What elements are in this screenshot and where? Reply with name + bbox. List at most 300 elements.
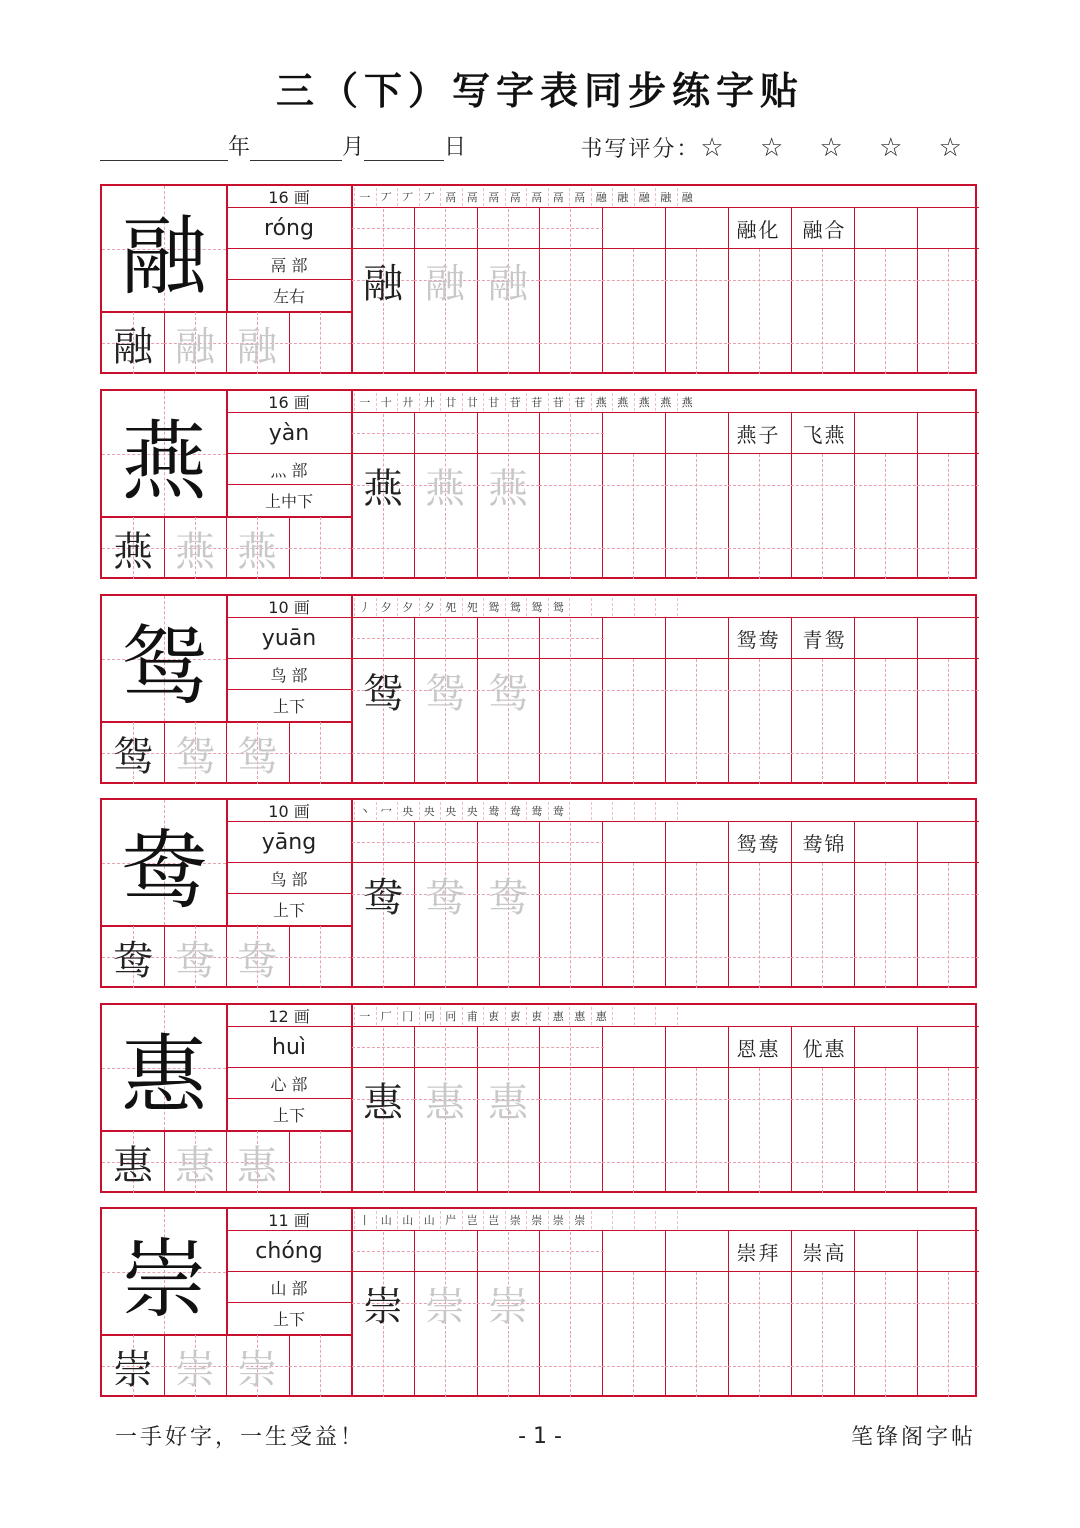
stroke-step: 融 [595, 191, 607, 204]
char-block [100, 1003, 977, 1193]
stroke-cell [569, 598, 570, 616]
stroke-cell [612, 1211, 613, 1229]
stroke-order [354, 802, 569, 820]
stroke-step: 鸯 [488, 805, 500, 818]
practice-cell[interactable] [539, 517, 601, 579]
stroke-step: 山 [380, 1214, 392, 1227]
stroke-cell [655, 598, 656, 616]
practice-cell[interactable] [602, 1131, 664, 1193]
stroke-order [354, 393, 698, 411]
stroke-count: 10 画 [268, 598, 310, 617]
practice-cell[interactable] [539, 1068, 601, 1130]
month-blank[interactable] [250, 136, 342, 161]
guide-line [352, 638, 604, 640]
sample-character: 崇 [113, 1346, 153, 1393]
trace-character: 鸳 [488, 670, 528, 717]
stroke-step: 鸳 [488, 601, 500, 614]
stroke-step: 惠 [574, 1010, 586, 1023]
stroke-step: 厂 [380, 1010, 392, 1023]
stroke-step: 鬲 [552, 191, 564, 204]
score-label: 书写评分： [580, 137, 701, 162]
stroke-step: 鬲 [531, 191, 543, 204]
char-block [100, 798, 977, 988]
practice-cell[interactable] [352, 517, 414, 579]
practice-cell[interactable] [352, 1131, 414, 1193]
stroke-order [354, 598, 569, 616]
practice-cell[interactable] [539, 1131, 601, 1193]
practice-cell[interactable] [728, 1131, 790, 1193]
stroke-step: 燕 [681, 396, 693, 409]
stroke-step: 廿 [466, 396, 478, 409]
practice-cell[interactable] [602, 926, 664, 988]
stroke-step: 岂 [488, 1214, 500, 1227]
stroke-step: 叀 [488, 1010, 500, 1023]
pinyin: huì [272, 1034, 306, 1060]
stroke-cell [655, 1007, 656, 1025]
stroke-cell [634, 598, 635, 616]
sample-character: 惠 [363, 1079, 403, 1126]
practice-cell[interactable] [602, 312, 664, 374]
example-words: 融化 融合 [736, 217, 847, 242]
practice-cell[interactable] [665, 454, 727, 516]
practice-cell[interactable] [477, 1131, 539, 1193]
practice-cell[interactable] [791, 249, 853, 311]
stroke-cell [591, 802, 592, 820]
practice-cell[interactable] [539, 722, 601, 784]
practice-cell[interactable] [791, 1068, 853, 1130]
model-character: 融 [121, 207, 207, 307]
practice-cell[interactable] [539, 249, 601, 311]
char-block [100, 1207, 977, 1397]
practice-cell[interactable] [539, 1272, 601, 1334]
trace-character: 惠 [237, 1142, 277, 1189]
trace-character: 融 [488, 260, 528, 307]
stroke-step: 崇 [552, 1214, 564, 1227]
practice-cell[interactable] [602, 659, 664, 721]
trace-character: 鸯 [425, 874, 465, 921]
stroke-step: 鸳 [509, 601, 521, 614]
practice-cell[interactable] [917, 312, 979, 374]
practice-cell[interactable] [791, 1272, 853, 1334]
radical: 灬 部 [270, 460, 308, 480]
practice-cell[interactable] [791, 1335, 853, 1397]
stroke-step: 融 [660, 191, 672, 204]
stroke-step: 融 [681, 191, 693, 204]
practice-cell[interactable] [728, 722, 790, 784]
practice-cell[interactable] [665, 863, 727, 925]
stroke-step: 央 [445, 805, 457, 818]
structure: 上下 [272, 1106, 305, 1125]
char-block [100, 594, 977, 784]
stroke-step: 燕 [660, 396, 672, 409]
practice-cell[interactable] [289, 926, 351, 988]
practice-cell[interactable] [602, 517, 664, 579]
year-label: 年 [228, 135, 251, 160]
practice-cell[interactable] [917, 926, 979, 988]
sample-character: 鸯 [363, 874, 403, 921]
stroke-step: 岂 [466, 1214, 478, 1227]
practice-cell[interactable] [917, 1131, 979, 1193]
practice-cell[interactable] [665, 249, 727, 311]
model-character: 惠 [121, 1026, 207, 1126]
stroke-cell [677, 1007, 678, 1025]
sample-character: 鸳 [113, 733, 153, 780]
radical: 心 部 [270, 1074, 308, 1094]
sample-character: 燕 [363, 465, 403, 512]
stroke-step: 夕 [423, 601, 435, 614]
structure: 上中下 [264, 492, 313, 511]
practice-cell[interactable] [728, 312, 790, 374]
trace-character: 燕 [175, 528, 215, 575]
sample-character: 崇 [363, 1283, 403, 1330]
practice-cell[interactable] [917, 1272, 979, 1334]
page-number: - 1 - [518, 1424, 562, 1449]
practice-cell[interactable] [854, 517, 916, 579]
practice-cell[interactable] [917, 1335, 979, 1397]
stroke-step: 一 [359, 191, 371, 204]
example-words: 崇拜 崇高 [736, 1240, 847, 1265]
stroke-step: 夗 [466, 601, 478, 614]
practice-cell[interactable] [728, 1068, 790, 1130]
stroke-step: 十 [380, 396, 392, 409]
stroke-step: 鬲 [509, 191, 521, 204]
practice-cell[interactable] [791, 517, 853, 579]
sample-character: 融 [363, 260, 403, 307]
trace-character: 燕 [488, 465, 528, 512]
practice-cell[interactable] [791, 312, 853, 374]
practice-cell[interactable] [728, 1272, 790, 1334]
practice-cell[interactable] [539, 926, 601, 988]
practice-cell[interactable] [917, 454, 979, 516]
practice-cell[interactable] [917, 722, 979, 784]
trace-character: 惠 [175, 1142, 215, 1189]
practice-cell[interactable] [665, 659, 727, 721]
practice-cell[interactable] [665, 1068, 727, 1130]
trace-character: 惠 [488, 1079, 528, 1126]
practice-cell[interactable] [917, 517, 979, 579]
practice-cell[interactable] [791, 659, 853, 721]
stroke-step: 鸯 [531, 805, 543, 818]
structure: 上下 [272, 1310, 305, 1329]
stroke-cell [677, 598, 678, 616]
stroke-cell [591, 598, 592, 616]
practice-cell[interactable] [477, 926, 539, 988]
stroke-step: 甫 [466, 1010, 478, 1023]
practice-cell[interactable] [791, 1131, 853, 1193]
stroke-step: 冂 [402, 1010, 414, 1023]
stroke-order [354, 1007, 612, 1025]
stroke-count: 16 画 [268, 188, 310, 207]
practice-cell[interactable] [854, 722, 916, 784]
stroke-step: 燕 [595, 396, 607, 409]
model-character: 燕 [121, 412, 207, 512]
stroke-step: 央 [402, 805, 414, 818]
stroke-step: 惠 [552, 1010, 564, 1023]
practice-cell[interactable] [602, 863, 664, 925]
stroke-count: 12 画 [268, 1007, 310, 1026]
radical: 鬲 部 [270, 255, 308, 275]
practice-cell[interactable] [539, 454, 601, 516]
radical: 鸟 部 [270, 665, 308, 685]
stroke-step: 廾 [402, 396, 414, 409]
practice-cell[interactable] [414, 1335, 476, 1397]
guide-line [352, 1047, 604, 1049]
practice-cell[interactable] [854, 1335, 916, 1397]
date-line [100, 130, 466, 161]
guide-line [352, 842, 604, 844]
stroke-step: 苷 [552, 396, 564, 409]
practice-cell[interactable] [728, 659, 790, 721]
practice-cell[interactable] [917, 863, 979, 925]
stroke-step: 燕 [638, 396, 650, 409]
footer-brand: 笔锋阁字帖 [850, 1425, 976, 1450]
stroke-step: 夕 [380, 601, 392, 614]
stroke-order [354, 188, 698, 206]
stroke-count: 11 画 [268, 1211, 310, 1230]
stroke-step: 丨 [359, 1214, 371, 1227]
pinyin: chóng [255, 1238, 323, 1264]
practice-cell[interactable] [289, 1335, 351, 1397]
practice-cell[interactable] [289, 722, 351, 784]
practice-cell[interactable] [539, 1335, 601, 1397]
trace-character: 惠 [425, 1079, 465, 1126]
model-character: 鸯 [121, 821, 207, 921]
practice-cell[interactable] [854, 659, 916, 721]
practice-cell[interactable] [728, 926, 790, 988]
stroke-count: 10 画 [268, 802, 310, 821]
practice-cell[interactable] [352, 926, 414, 988]
stroke-step: 鸯 [509, 805, 521, 818]
trace-character: 鸳 [237, 733, 277, 780]
stroke-step: 鬲 [445, 191, 457, 204]
day-blank[interactable] [364, 136, 444, 161]
trace-character: 融 [425, 260, 465, 307]
trace-character: 燕 [425, 465, 465, 512]
stroke-step: 崇 [574, 1214, 586, 1227]
stroke-cell [634, 802, 635, 820]
example-words: 恩惠 优惠 [736, 1036, 847, 1061]
sample-character: 燕 [113, 528, 153, 575]
practice-cell[interactable] [854, 1272, 916, 1334]
trace-character: 融 [237, 323, 277, 370]
trace-character: 融 [175, 323, 215, 370]
practice-cell[interactable] [602, 454, 664, 516]
stroke-step: 一 [359, 396, 371, 409]
practice-cell[interactable] [854, 1131, 916, 1193]
practice-cell[interactable] [791, 722, 853, 784]
stroke-step: 鬲 [488, 191, 500, 204]
practice-cell[interactable] [728, 249, 790, 311]
stroke-step: 廿 [445, 396, 457, 409]
day-label: 日 [444, 135, 467, 160]
stroke-step: 甘 [488, 396, 500, 409]
practice-cell[interactable] [854, 1068, 916, 1130]
stroke-cell [677, 802, 678, 820]
practice-cell[interactable] [665, 926, 727, 988]
practice-cell[interactable] [728, 454, 790, 516]
stroke-step: 崇 [509, 1214, 521, 1227]
sample-character: 鸯 [113, 937, 153, 984]
practice-cell[interactable] [854, 249, 916, 311]
pinyin: róng [264, 215, 314, 241]
practice-cell[interactable] [414, 926, 476, 988]
sample-character: 鸳 [363, 670, 403, 717]
structure: 左右 [272, 287, 305, 306]
practice-cell[interactable] [665, 517, 727, 579]
stroke-cell [634, 1211, 635, 1229]
practice-cell[interactable] [791, 863, 853, 925]
stroke-cell [634, 1007, 635, 1025]
stroke-cell [612, 598, 613, 616]
radical: 山 部 [270, 1278, 308, 1298]
model-character: 鸳 [121, 617, 207, 717]
example-words: 鸳鸯 青鸳 [736, 627, 847, 652]
practice-cell[interactable] [791, 454, 853, 516]
practice-cell[interactable] [477, 312, 539, 374]
page-title: 三（下）写字表同步练字贴 [275, 68, 804, 113]
trace-character: 崇 [175, 1346, 215, 1393]
stroke-step: 苷 [574, 396, 586, 409]
practice-cell[interactable] [289, 312, 351, 374]
practice-cell[interactable] [539, 863, 601, 925]
stroke-order [354, 1211, 591, 1229]
stroke-step: 央 [466, 805, 478, 818]
trace-character: 鸯 [237, 937, 277, 984]
practice-cell[interactable] [728, 517, 790, 579]
guide-line [352, 433, 604, 435]
practice-cell[interactable] [917, 249, 979, 311]
stroke-cell [591, 1211, 592, 1229]
stroke-step: 丆 [402, 191, 414, 204]
practice-cell[interactable] [602, 1272, 664, 1334]
stroke-step: 鸳 [552, 601, 564, 614]
char-block [100, 184, 977, 374]
trace-character: 燕 [237, 528, 277, 575]
practice-cell[interactable] [352, 312, 414, 374]
stroke-cell [612, 1007, 613, 1025]
trace-character: 崇 [237, 1346, 277, 1393]
stroke-step: 苷 [531, 396, 543, 409]
stroke-step: 丆 [423, 191, 435, 204]
practice-cell[interactable] [854, 926, 916, 988]
model-character: 崇 [121, 1230, 207, 1330]
stroke-step: 惠 [595, 1010, 607, 1023]
guide-line [352, 1251, 604, 1253]
char-block [100, 389, 977, 579]
practice-cell[interactable] [289, 1131, 351, 1193]
sample-character: 惠 [113, 1142, 153, 1189]
practice-cell[interactable] [477, 517, 539, 579]
stroke-step: 央 [423, 805, 435, 818]
radical: 鸟 部 [270, 869, 308, 889]
stroke-step: 屵 [445, 1214, 457, 1227]
stroke-step: 廾 [423, 396, 435, 409]
structure: 上下 [272, 901, 305, 920]
practice-cell[interactable] [414, 517, 476, 579]
practice-cell[interactable] [414, 1131, 476, 1193]
stroke-step: 冖 [380, 805, 392, 818]
stroke-step: 燕 [617, 396, 629, 409]
pinyin: yuān [261, 625, 317, 651]
stroke-step: 山 [402, 1214, 414, 1227]
stroke-cell [655, 802, 656, 820]
practice-cell[interactable] [539, 312, 601, 374]
practice-cell[interactable] [414, 312, 476, 374]
practice-cell[interactable] [917, 1068, 979, 1130]
trace-character: 鸯 [488, 874, 528, 921]
practice-cell[interactable] [352, 722, 414, 784]
stroke-step: 山 [423, 1214, 435, 1227]
practice-cell[interactable] [414, 722, 476, 784]
practice-cell[interactable] [602, 1335, 664, 1397]
stroke-step: 冋 [445, 1010, 457, 1023]
practice-cell[interactable] [477, 722, 539, 784]
score-rating [580, 132, 976, 163]
stroke-step: 鸯 [552, 805, 564, 818]
trace-character: 崇 [488, 1283, 528, 1330]
stroke-step: 冋 [423, 1010, 435, 1023]
star-icons[interactable]: ☆ ☆ ☆ ☆ ☆ [700, 133, 976, 163]
practice-cell[interactable] [289, 517, 351, 579]
stroke-cell [569, 802, 570, 820]
practice-cell[interactable] [917, 659, 979, 721]
stroke-step: 丆 [380, 191, 392, 204]
structure: 上下 [272, 697, 305, 716]
year-blank[interactable] [100, 136, 228, 161]
stroke-step: 鸳 [531, 601, 543, 614]
pinyin: yàn [268, 420, 310, 446]
stroke-step: 融 [617, 191, 629, 204]
practice-cell[interactable] [728, 1335, 790, 1397]
practice-cell[interactable] [539, 659, 601, 721]
trace-character: 鸯 [175, 937, 215, 984]
stroke-step: 苷 [509, 396, 521, 409]
stroke-step: 叀 [531, 1010, 543, 1023]
practice-cell[interactable] [854, 454, 916, 516]
practice-cell[interactable] [602, 1068, 664, 1130]
practice-cell[interactable] [854, 312, 916, 374]
practice-cell[interactable] [602, 249, 664, 311]
stroke-count: 16 画 [268, 393, 310, 412]
stroke-step: 叀 [509, 1010, 521, 1023]
stroke-step: 丿 [359, 601, 371, 614]
stroke-cell [612, 802, 613, 820]
practice-cell[interactable] [352, 1335, 414, 1397]
practice-cell[interactable] [728, 863, 790, 925]
trace-character: 鸳 [175, 733, 215, 780]
practice-cell[interactable] [854, 863, 916, 925]
practice-cell[interactable] [665, 312, 727, 374]
practice-cell[interactable] [602, 722, 664, 784]
practice-cell[interactable] [665, 1272, 727, 1334]
trace-character: 鸳 [425, 670, 465, 717]
month-label: 月 [342, 135, 365, 160]
sample-character: 融 [113, 323, 153, 370]
trace-character: 崇 [425, 1283, 465, 1330]
stroke-step: 鬲 [466, 191, 478, 204]
stroke-step: 崇 [531, 1214, 543, 1227]
stroke-step: 一 [359, 1010, 371, 1023]
stroke-step: 丶 [359, 805, 371, 818]
practice-cell[interactable] [665, 1335, 727, 1397]
practice-cell[interactable] [665, 1131, 727, 1193]
practice-cell[interactable] [477, 1335, 539, 1397]
practice-cell[interactable] [791, 926, 853, 988]
example-words: 鸳鸯 鸯锦 [736, 831, 847, 856]
footer-motto: 一手好字，一生受益！ [115, 1425, 366, 1450]
pinyin: yāng [261, 829, 317, 855]
practice-cell[interactable] [665, 722, 727, 784]
